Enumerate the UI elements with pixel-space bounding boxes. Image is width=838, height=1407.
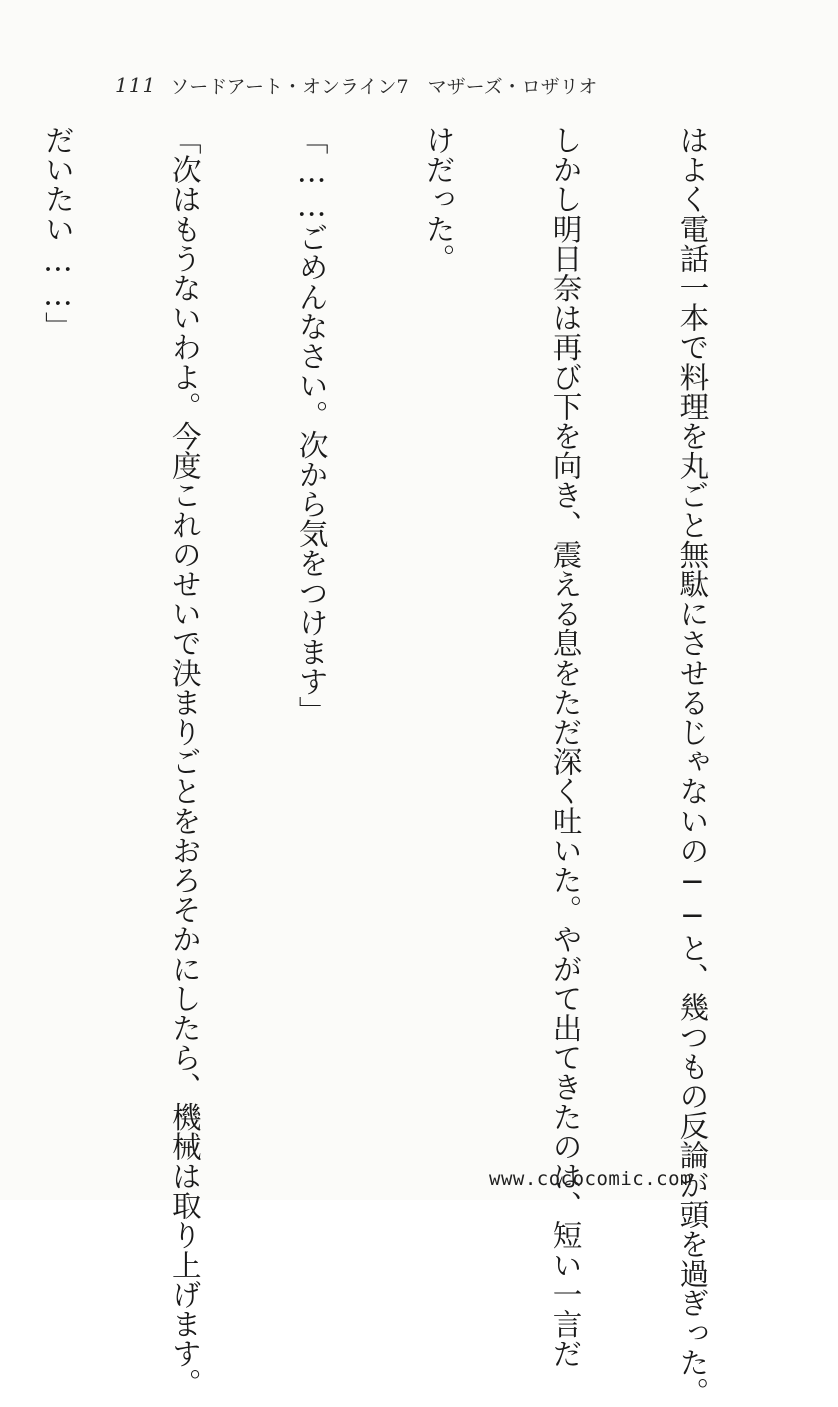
text-line: はよく電話一本で料理を丸ごと無駄にさせるじゃないの──と、幾つもの反論が頭を過ぎった。 xyxy=(675,125,710,1407)
text-line: だいたい……」 xyxy=(40,125,75,341)
text-line: 「……ごめんなさい。次から気をつけます」 xyxy=(294,125,329,726)
text-line: 「次はもうないわよ。今度これのせいで決まりごとをおろそかにしたら、機械は取り上げます。 xyxy=(167,125,202,1398)
page-number: 111 xyxy=(115,73,157,97)
text-line: しかし明日奈は再び下を向き、震える息をただ深く吐いた。やがて出てきたのは、短い一言だ xyxy=(548,125,583,1369)
text-line: けだった。 xyxy=(421,125,456,273)
running-header xyxy=(115,70,597,100)
running-title: ソードアート・オンライン7 マザーズ・ロザリオ xyxy=(170,75,598,98)
watermark-url: www.cococomic.com xyxy=(489,1168,692,1190)
